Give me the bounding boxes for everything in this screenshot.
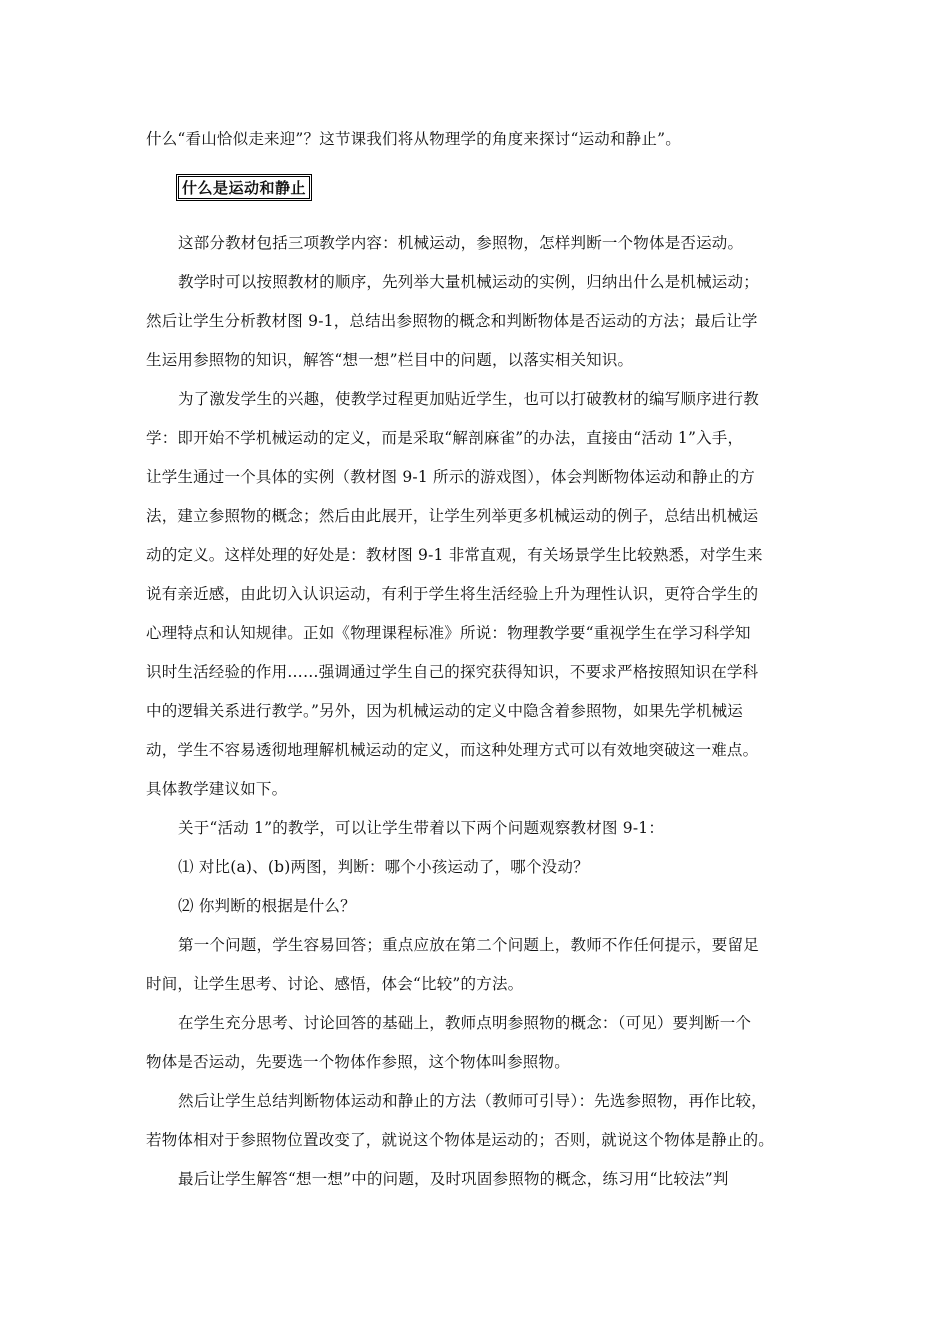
body-line: 关于“活动 1”的教学，可以让学生带着以下两个问题观察教材图 9-1： [178,819,665,837]
body-line: 时间，让学生思考、讨论、感悟，体会“比较”的方法。 [146,975,524,993]
body-line: 动，学生不容易透彻地理解机械运动的定义，而这种处理方式可以有效地突破这一难点。 [146,741,759,759]
body-line: 为了激发学生的兴趣，使教学过程更加贴近学生，也可以打破教材的编写顺序进行教 [178,390,759,408]
body-line: 最后让学生解答“想一想”中的问题，及时巩固参照物的概念，练习用“比较法”判 [178,1170,729,1188]
body-line: 识时生活经验的作用……强调通过学生自己的探究获得知识，不要求严格按照知识在学科 [146,663,759,681]
body-line: 说有亲近感，由此切入认识运动，有利于学生将生活经验上升为理性认识，更符合学生的 [146,585,759,603]
body-line: 中的逻辑关系进行教学。”另外，因为机械运动的定义中隐含着参照物，如果先学机械运 [146,702,743,720]
body-line: 第一个问题，学生容易回答；重点应放在第二个问题上，教师不作任何提示，要留足 [178,936,759,954]
body-line: 具体教学建议如下。 [146,780,288,798]
body-line: 法，建立参照物的概念；然后由此展开，让学生列举更多机械运动的例子，总结出机械运 [146,507,759,525]
body-line: 然后让学生分析教材图 9-1，总结出参照物的概念和判断物体是否运动的方法；最后让学 [146,312,758,330]
body-line: 让学生通过一个具体的实例（教材图 9-1 所示的游戏图），体会判断物体运动和静止的方 [146,468,755,486]
body-line: 生运用参照物的知识，解答“想一想”栏目中的问题，以落实相关知识。 [146,351,634,369]
body-line: 学：即开始不学机械运动的定义，而是采取“解剖麻雀”的办法，直接由“活动 1”入手， [146,429,744,447]
body-line: 动的定义。这样处理的好处是：教材图 9-1 非常直观，有关场景学生比较熟悉，对学生来 [146,546,763,564]
list-item: ⑵ 你判断的根据是什么？ [178,897,356,915]
body-line: 然后让学生总结判断物体运动和静止的方法（教师可引导）：先选参照物，再作比较， [178,1092,767,1110]
body-line: 心理特点和认知规律。正如《物理课程标准》所说：物理教学要“重视学生在学习科学知 [146,624,751,642]
body-line: 在学生充分思考、讨论回答的基础上，教师点明参照物的概念：（可见）要判断一个 [178,1014,752,1032]
body-line: 教学时可以按照教材的顺序，先列举大量机械运动的实例，归纳出什么是机械运动； [178,273,759,291]
intro-line: 什么“看山恰似走来迎”？这节课我们将从物理学的角度来探讨“运动和静止”。 [146,130,681,148]
body-line: 物体是否运动，先要选一个物体作参照，这个物体叫参照物。 [146,1053,570,1071]
body-line: 若物体相对于参照物位置改变了，就说这个物体是运动的；否则，就说这个物体是静止的。 [146,1131,775,1149]
body-line: 这部分教材包括三项教学内容：机械运动，参照物，怎样判断一个物体是否运动。 [178,234,744,252]
list-item: ⑴ 对比(a)、(b)两图，判断：哪个小孩运动了，哪个没动？ [178,858,589,876]
section-heading-wrapper [146,174,312,201]
section-heading: 什么是运动和静止 [176,174,312,201]
